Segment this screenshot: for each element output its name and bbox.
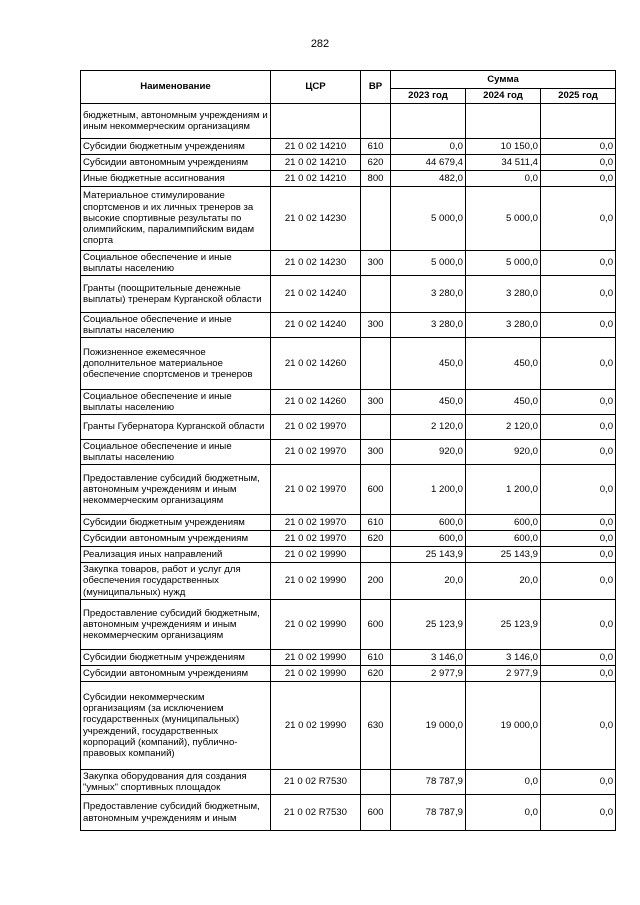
row-sum-2024: 920,0 xyxy=(466,440,541,465)
row-sum-2023 xyxy=(391,104,466,139)
row-csr: 21 0 02 14210 xyxy=(271,139,361,155)
row-sum-2024: 34 511,4 xyxy=(466,155,541,171)
row-sum-2023: 2 977,9 xyxy=(391,666,466,682)
row-sum-2025: 0,0 xyxy=(541,465,616,515)
row-csr: 21 0 02 19990 xyxy=(271,682,361,770)
row-vr: 300 xyxy=(361,390,391,415)
table-row xyxy=(81,666,616,682)
row-vr xyxy=(361,770,391,795)
row-name: Субсидии автономным учреждениям xyxy=(81,666,271,682)
row-sum-2024 xyxy=(466,104,541,139)
row-vr: 600 xyxy=(361,795,391,831)
row-sum-2024: 10 150,0 xyxy=(466,139,541,155)
row-sum-2023: 0,0 xyxy=(391,139,466,155)
table-row xyxy=(81,682,616,770)
row-csr: 21 0 02 19990 xyxy=(271,600,361,650)
row-sum-2023: 3 280,0 xyxy=(391,276,466,313)
row-vr: 600 xyxy=(361,600,391,650)
row-csr: 21 0 02 14210 xyxy=(271,171,361,187)
row-name: Предоставление субсидий бюджетным, автономным учреждениям и иным некоммерческим организациям xyxy=(81,600,271,650)
row-csr: 21 0 02 14240 xyxy=(271,276,361,313)
row-sum-2025: 0,0 xyxy=(541,770,616,795)
row-vr: 600 xyxy=(361,465,391,515)
row-sum-2024: 3 280,0 xyxy=(466,276,541,313)
table-row xyxy=(81,650,616,666)
row-vr: 200 xyxy=(361,563,391,600)
row-sum-2025: 0,0 xyxy=(541,666,616,682)
row-vr: 300 xyxy=(361,251,391,276)
row-name: Социальное обеспечение и иные выплаты населению xyxy=(81,313,271,338)
row-name: Иные бюджетные ассигнования xyxy=(81,171,271,187)
table-row xyxy=(81,563,616,600)
row-sum-2025: 0,0 xyxy=(541,313,616,338)
row-vr: 620 xyxy=(361,666,391,682)
row-name: Предоставление субсидий бюджетным, автономным учреждениям и иным некоммерческим организациям xyxy=(81,465,271,515)
row-sum-2023: 920,0 xyxy=(391,440,466,465)
page-number: 282 xyxy=(310,38,330,50)
row-sum-2023: 20,0 xyxy=(391,563,466,600)
row-csr: 21 0 02 19990 xyxy=(271,650,361,666)
row-sum-2025: 0,0 xyxy=(541,563,616,600)
row-vr xyxy=(361,338,391,390)
row-sum-2025: 0,0 xyxy=(541,251,616,276)
table-row xyxy=(81,415,616,440)
row-sum-2024: 1 200,0 xyxy=(466,465,541,515)
row-sum-2024: 0,0 xyxy=(466,171,541,187)
row-vr: 630 xyxy=(361,682,391,770)
row-csr: 21 0 02 14240 xyxy=(271,313,361,338)
table-row xyxy=(81,390,616,415)
row-sum-2025: 0,0 xyxy=(541,547,616,563)
row-sum-2023: 3 146,0 xyxy=(391,650,466,666)
table-row xyxy=(81,531,616,547)
table-row xyxy=(81,171,616,187)
row-sum-2024: 25 123,9 xyxy=(466,600,541,650)
row-name: Закупка товаров, работ и услуг для обеспечения государственных (муниципальных) нужд xyxy=(81,563,271,600)
row-sum-2024: 20,0 xyxy=(466,563,541,600)
table-body xyxy=(81,104,616,831)
row-sum-2023: 78 787,9 xyxy=(391,770,466,795)
header-name: Наименование xyxy=(81,71,271,104)
row-name: Пожизненное ежемесячное дополнительное материальное обеспечение спортсменов и тренеров xyxy=(81,338,271,390)
row-vr: 610 xyxy=(361,139,391,155)
row-vr: 300 xyxy=(361,440,391,465)
row-csr: 21 0 02 R7530 xyxy=(271,795,361,831)
row-name: Социальное обеспечение и иные выплаты населению xyxy=(81,440,271,465)
table-row xyxy=(81,440,616,465)
row-csr: 21 0 02 14260 xyxy=(271,338,361,390)
row-sum-2025: 0,0 xyxy=(541,171,616,187)
row-name: бюджетным, автономным учреждениям и иным некоммерческим организациям xyxy=(81,104,271,139)
table-row xyxy=(81,600,616,650)
row-csr: 21 0 02 19990 xyxy=(271,666,361,682)
row-sum-2023: 5 000,0 xyxy=(391,251,466,276)
row-sum-2023: 600,0 xyxy=(391,515,466,531)
table-row xyxy=(81,276,616,313)
row-sum-2024: 25 143,9 xyxy=(466,547,541,563)
row-name: Субсидии автономным учреждениям xyxy=(81,531,271,547)
row-sum-2025: 0,0 xyxy=(541,187,616,251)
row-sum-2025: 0,0 xyxy=(541,650,616,666)
row-csr: 21 0 02 14230 xyxy=(271,251,361,276)
row-csr: 21 0 02 14210 xyxy=(271,155,361,171)
row-name: Реализация иных направлений xyxy=(81,547,271,563)
header-year-2023: 2023 год xyxy=(391,89,466,104)
row-vr xyxy=(361,276,391,313)
table-row xyxy=(81,187,616,251)
row-sum-2023: 44 679,4 xyxy=(391,155,466,171)
row-csr: 21 0 02 19970 xyxy=(271,465,361,515)
row-name: Предоставление субсидий бюджетным, автономным учреждениям и иным xyxy=(81,795,271,831)
row-vr xyxy=(361,104,391,139)
row-sum-2023: 1 200,0 xyxy=(391,465,466,515)
row-csr xyxy=(271,104,361,139)
header-vr: ВР xyxy=(361,71,391,104)
table-row xyxy=(81,251,616,276)
table-row xyxy=(81,770,616,795)
row-vr: 620 xyxy=(361,531,391,547)
row-csr: 21 0 02 R7530 xyxy=(271,770,361,795)
row-sum-2024: 5 000,0 xyxy=(466,251,541,276)
row-csr: 21 0 02 14260 xyxy=(271,390,361,415)
row-vr xyxy=(361,415,391,440)
row-sum-2025: 0,0 xyxy=(541,155,616,171)
row-name: Субсидии некоммерческим организациям (за исключением государственных (муниципальных) учреждений, государственных корпораций (компаний), публично-правовых компаний) xyxy=(81,682,271,770)
row-sum-2025: 0,0 xyxy=(541,415,616,440)
row-csr: 21 0 02 19990 xyxy=(271,563,361,600)
row-sum-2024: 600,0 xyxy=(466,515,541,531)
row-sum-2024: 19 000,0 xyxy=(466,682,541,770)
row-name: Субсидии бюджетным учреждениям xyxy=(81,139,271,155)
table-row xyxy=(81,547,616,563)
row-name: Субсидии бюджетным учреждениям xyxy=(81,515,271,531)
row-sum-2023: 19 000,0 xyxy=(391,682,466,770)
row-sum-2023: 25 123,9 xyxy=(391,600,466,650)
row-sum-2023: 2 120,0 xyxy=(391,415,466,440)
table-header xyxy=(81,71,616,104)
row-csr: 21 0 02 19970 xyxy=(271,415,361,440)
row-csr: 21 0 02 19970 xyxy=(271,531,361,547)
row-sum-2023: 25 143,9 xyxy=(391,547,466,563)
row-name: Закупка оборудования для создания "умных" спортивных площадок xyxy=(81,770,271,795)
table-row xyxy=(81,515,616,531)
row-sum-2023: 78 787,9 xyxy=(391,795,466,831)
row-vr: 610 xyxy=(361,515,391,531)
row-csr: 21 0 02 19970 xyxy=(271,515,361,531)
row-sum-2024: 2 977,9 xyxy=(466,666,541,682)
row-csr: 21 0 02 19970 xyxy=(271,440,361,465)
row-sum-2024: 450,0 xyxy=(466,338,541,390)
row-sum-2025 xyxy=(541,104,616,139)
row-name: Гранты Губернатора Курганской области xyxy=(81,415,271,440)
row-vr: 800 xyxy=(361,171,391,187)
table-row xyxy=(81,338,616,390)
table-row xyxy=(81,313,616,338)
row-vr xyxy=(361,547,391,563)
row-vr xyxy=(361,187,391,251)
row-sum-2023: 482,0 xyxy=(391,171,466,187)
row-sum-2025: 0,0 xyxy=(541,515,616,531)
row-sum-2025: 0,0 xyxy=(541,338,616,390)
budget-table xyxy=(80,70,616,831)
row-sum-2024: 0,0 xyxy=(466,795,541,831)
row-vr: 620 xyxy=(361,155,391,171)
row-sum-2023: 600,0 xyxy=(391,531,466,547)
row-vr: 300 xyxy=(361,313,391,338)
row-sum-2025: 0,0 xyxy=(541,276,616,313)
header-csr: ЦСР xyxy=(271,71,361,104)
table-row xyxy=(81,465,616,515)
row-sum-2025: 0,0 xyxy=(541,139,616,155)
row-name: Субсидии бюджетным учреждениям xyxy=(81,650,271,666)
row-sum-2023: 450,0 xyxy=(391,390,466,415)
row-sum-2025: 0,0 xyxy=(541,440,616,465)
row-vr: 610 xyxy=(361,650,391,666)
row-name: Гранты (поощрительные денежные выплаты) тренерам Курганской области xyxy=(81,276,271,313)
row-sum-2024: 5 000,0 xyxy=(466,187,541,251)
row-csr: 21 0 02 14230 xyxy=(271,187,361,251)
table-row xyxy=(81,139,616,155)
row-sum-2023: 5 000,0 xyxy=(391,187,466,251)
table-row xyxy=(81,155,616,171)
header-year-2024: 2024 год xyxy=(466,89,541,104)
header-sum: Сумма xyxy=(391,71,616,89)
row-sum-2024: 600,0 xyxy=(466,531,541,547)
row-sum-2025: 0,0 xyxy=(541,390,616,415)
row-sum-2023: 3 280,0 xyxy=(391,313,466,338)
row-name: Субсидии автономным учреждениям xyxy=(81,155,271,171)
row-name: Социальное обеспечение и иные выплаты населению xyxy=(81,390,271,415)
row-sum-2023: 450,0 xyxy=(391,338,466,390)
row-name: Материальное стимулирование спортсменов и их личных тренеров за высокие спортивные результаты по олимпийским, паралимпийским видам спорта xyxy=(81,187,271,251)
row-name: Социальное обеспечение и иные выплаты населению xyxy=(81,251,271,276)
header-year-2025: 2025 год xyxy=(541,89,616,104)
row-sum-2024: 2 120,0 xyxy=(466,415,541,440)
table-row xyxy=(81,795,616,831)
row-sum-2024: 3 280,0 xyxy=(466,313,541,338)
table-row xyxy=(81,104,616,139)
row-sum-2025: 0,0 xyxy=(541,682,616,770)
row-sum-2025: 0,0 xyxy=(541,795,616,831)
row-sum-2025: 0,0 xyxy=(541,531,616,547)
row-sum-2024: 450,0 xyxy=(466,390,541,415)
row-csr: 21 0 02 19990 xyxy=(271,547,361,563)
row-sum-2024: 0,0 xyxy=(466,770,541,795)
row-sum-2024: 3 146,0 xyxy=(466,650,541,666)
row-sum-2025: 0,0 xyxy=(541,600,616,650)
